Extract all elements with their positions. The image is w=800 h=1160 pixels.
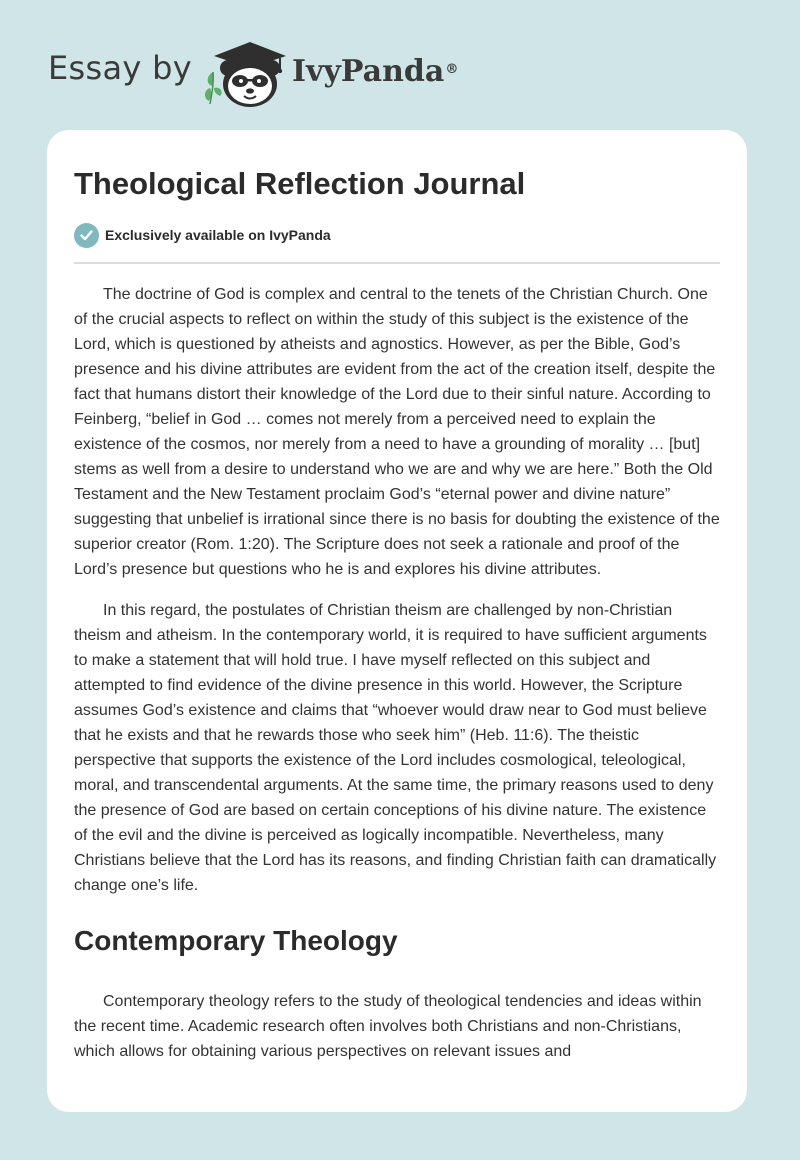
page-title: Theological Reflection Journal bbox=[74, 166, 526, 201]
brand-name: IvyPanda bbox=[292, 54, 445, 89]
essay-by-label: Essay by bbox=[48, 49, 192, 87]
body-paragraph: In this regard, the postulates of Christian theism are challenged by non-Christian theism and atheism. In the contemporary world, it is required to have sufficient arguments to make a statement that will hold true. I have myself reflected on this subject and attempted to find evidence of the divine presence in this world. However, the Scripture assumes God’s existence and claims that “whoever would draw near to God must believe that he exists and that he rewards those who seek him” (Heb. 11:6). The theistic perspective that supports the existence of the Lord includes cosmological, teleological, moral, and transcendental arguments. At the same time, the primary reasons used to deny the presence of God are based on certain conceptions of his divine nature. The existence of the evil and the divine is perceived as logically incompatible. Nevertheless, many Christians believe that the Lord has its reasons, and finding Christian faith can dramatically change one’s life. bbox=[74, 602, 717, 894]
title-divider bbox=[74, 262, 720, 264]
section-paragraph: Contemporary theology refers to the study of theological tendencies and ideas within the recent time. Academic research often involves both Christians and non-Christians, which allows for obtaining various perspectives on relevant issues and bbox=[74, 993, 702, 1060]
check-icon bbox=[74, 223, 99, 248]
body-paragraph: The doctrine of God is complex and central to the tenets of the Christian Church. One of the crucial aspects to reflect on within the study of this subject is the existence of the Lord, which is questioned by atheists and agnostics. However, as per the Bible, God’s presence and his divine attributes are evident from the act of the creation itself, despite the fact that humans distort their knowledge of the Lord due to their sinful nature. According to Feinberg, “belief in God … comes not merely from a perceived need to explain the existence of the cosmos, nor merely from a need to have a grounding of morality … [but] stems as well from a desire to understand who we are and why we are here.” Both the Old Testament and the New Testament proclaim God’s “eternal power and divine nature” suggesting that unbelief is irrational since there is no basis for doubting the existence of the superior creator (Rom. 1:20). The Scripture does not seek a rationale and proof of the Lord’s presence but questions who he is and explores his divine attributes. bbox=[74, 286, 720, 578]
exclusive-badge-text: Exclusively available on IvyPanda bbox=[105, 227, 331, 243]
registered-mark: ® bbox=[445, 62, 459, 77]
essay-card bbox=[47, 130, 747, 1112]
site-header bbox=[0, 0, 800, 120]
section-heading: Contemporary Theology bbox=[74, 925, 398, 956]
panda-graduate-icon[interactable] bbox=[200, 36, 292, 108]
ivy-leaf-icon bbox=[205, 72, 222, 104]
exclusive-badge bbox=[74, 222, 720, 248]
brand-logo-text[interactable] bbox=[292, 52, 458, 92]
